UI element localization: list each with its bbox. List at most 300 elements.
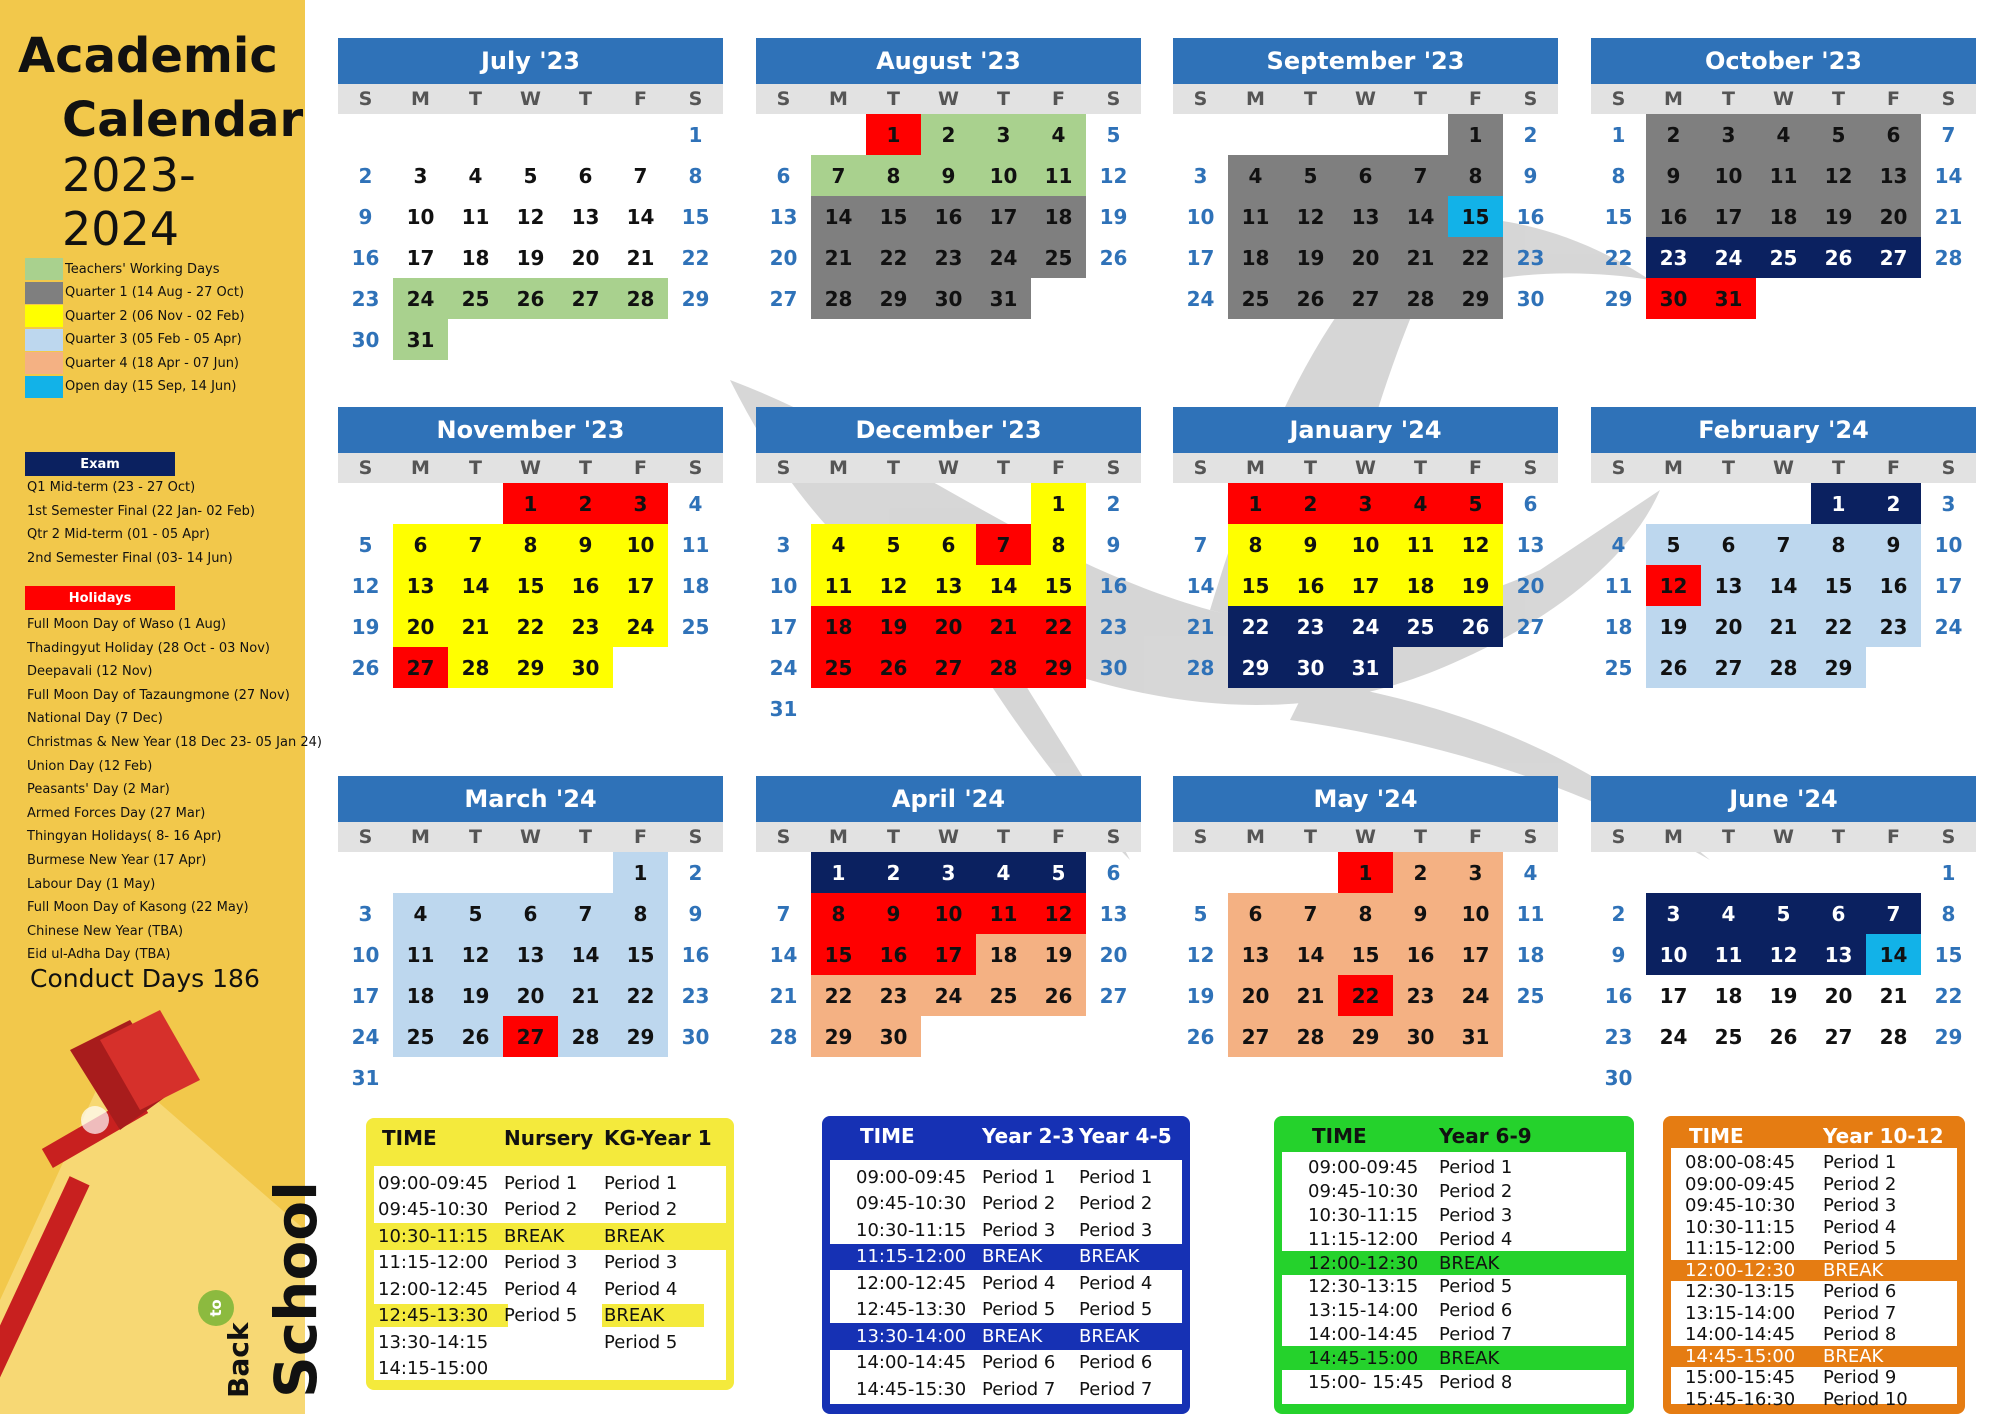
day-cell: 15 xyxy=(1934,942,1963,967)
holidays-header: Holidays xyxy=(25,586,175,610)
timetable-period: Period 3 xyxy=(982,1219,1056,1241)
weekday-label: F xyxy=(1469,88,1482,110)
day-cell: 18 xyxy=(1604,614,1633,639)
day-cell-exam: 12 xyxy=(1756,934,1811,975)
empty-cell xyxy=(393,852,448,893)
timetable-period: BREAK xyxy=(1439,1252,1500,1274)
day-cell-holiday: 20 xyxy=(921,606,976,647)
timetable-period: Period 4 xyxy=(982,1272,1056,1294)
holiday-item: Full Moon Day of Tazaungmone (27 Nov) xyxy=(27,687,290,703)
day-cell: 29 xyxy=(1934,1024,1963,1049)
day-cell-q2: 7 xyxy=(448,524,503,565)
day-cell-q1: 12 xyxy=(1811,155,1866,196)
day-cell-exam: 23 xyxy=(1646,237,1701,278)
day-grid xyxy=(1173,483,1558,688)
day-cell-q4: 15 xyxy=(1338,934,1393,975)
day-cell-holiday: 12 xyxy=(1031,893,1086,934)
day-cell: 1 xyxy=(688,122,703,147)
month-title: May '24 xyxy=(1173,776,1558,822)
day-cell-q2: 4 xyxy=(811,524,866,565)
day-cell-q2: 14 xyxy=(448,565,503,606)
day-cell-q2: 11 xyxy=(811,565,866,606)
day-cell: 22 xyxy=(681,245,710,270)
day-cell: 11 xyxy=(461,204,490,229)
weekday-label: M xyxy=(411,826,430,848)
day-cell-q3: 21 xyxy=(1756,606,1811,647)
timetable-period: Period 7 xyxy=(1079,1378,1153,1400)
day-cell-q3: 21 xyxy=(558,975,613,1016)
weekday-label: S xyxy=(1106,88,1121,110)
holiday-item: Full Moon Day of Waso (1 Aug) xyxy=(27,617,227,632)
day-cell-q1: 13 xyxy=(1338,196,1393,237)
day-cell-holiday: 30 xyxy=(1646,278,1701,319)
day-cell-working: 9 xyxy=(921,155,976,196)
day-cell: 25 xyxy=(681,614,710,639)
day-cell-q2: 10 xyxy=(613,524,668,565)
empty-cell xyxy=(1393,114,1448,155)
weekday-label: T xyxy=(579,826,592,848)
back-text: Back xyxy=(222,1322,255,1398)
timetable-row xyxy=(1671,1281,1957,1303)
day-cell: 30 xyxy=(1604,1065,1633,1090)
weekday-label: S xyxy=(776,826,791,848)
timetable-row xyxy=(830,1217,1182,1244)
day-cell: 4 xyxy=(1611,532,1626,557)
day-cell: 10 xyxy=(1186,204,1215,229)
day-cell: 25 xyxy=(1516,983,1545,1008)
empty-cell xyxy=(976,483,1031,524)
timetable-period: Period 1 xyxy=(504,1172,578,1194)
day-cell-holiday: 10 xyxy=(921,893,976,934)
timetable-period: Period 3 xyxy=(1439,1204,1513,1226)
timetable-period: BREAK xyxy=(504,1225,565,1247)
day-cell-exam: 26 xyxy=(1811,237,1866,278)
day-cell-q1: 26 xyxy=(1283,278,1338,319)
weekday-label: W xyxy=(520,826,541,848)
day-cell: 27 xyxy=(1516,614,1545,639)
day-cell-q1: 20 xyxy=(1338,237,1393,278)
weekday-label: S xyxy=(358,826,373,848)
timetable-period: Period 8 xyxy=(1823,1324,1897,1346)
weekday-label: T xyxy=(887,457,900,479)
weekday-label: S xyxy=(688,457,703,479)
timetable-column-header: Year 2-3 xyxy=(982,1124,1075,1148)
day-cell-q1: 16 xyxy=(1646,196,1701,237)
day-cell: 10 xyxy=(769,573,798,598)
day-cell-exam: 10 xyxy=(1646,934,1701,975)
month-block xyxy=(1173,407,1558,688)
weekday-label: T xyxy=(997,826,1010,848)
weekday-label: F xyxy=(1052,88,1065,110)
empty-cell xyxy=(756,483,811,524)
timetable-period: Period 1 xyxy=(1079,1166,1153,1188)
empty-cell xyxy=(393,483,448,524)
day-cell-q1: 1 xyxy=(1448,114,1503,155)
timetable-header xyxy=(822,1116,1190,1156)
day-cell-q2: 29 xyxy=(503,647,558,688)
day-cell-q1: 10 xyxy=(1701,155,1756,196)
timetable-time: 14:00-14:45 xyxy=(1308,1323,1419,1345)
day-cell-holiday: 27 xyxy=(393,647,448,688)
timetable-time: 10:30-11:15 xyxy=(378,1225,489,1247)
timetable-column-header: Year 10-12 xyxy=(1823,1124,1944,1148)
timetable-row xyxy=(1282,1370,1626,1394)
empty-cell xyxy=(613,114,668,155)
weekday-label: F xyxy=(634,88,647,110)
day-cell: 20 xyxy=(1824,983,1853,1008)
timetable-row xyxy=(830,1191,1182,1218)
day-cell-q1: 25 xyxy=(1228,278,1283,319)
empty-cell xyxy=(1173,114,1228,155)
day-cell: 20 xyxy=(769,245,798,270)
day-cell-q2: 9 xyxy=(558,524,613,565)
timetable-period: Period 5 xyxy=(1079,1299,1153,1321)
day-cell-q3: 12 xyxy=(448,934,503,975)
day-cell: 13 xyxy=(769,204,798,229)
holiday-item: Labour Day (1 May) xyxy=(27,876,156,892)
day-cell-q2: 11 xyxy=(1393,524,1448,565)
day-cell-exam: 13 xyxy=(1811,934,1866,975)
timetable-time: 13:30-14:15 xyxy=(378,1331,489,1353)
timetable-time: 12:00-12:30 xyxy=(1685,1259,1796,1281)
holiday-item: Thadingyut Holiday (28 Oct - 03 Nov) xyxy=(27,640,270,656)
day-cell: 6 xyxy=(776,163,791,188)
day-cell-holiday: 19 xyxy=(866,606,921,647)
day-cell-holiday: 21 xyxy=(976,606,1031,647)
day-cell: 17 xyxy=(1934,573,1963,598)
day-cell-q1: 7 xyxy=(1393,155,1448,196)
weekday-label: T xyxy=(469,457,482,479)
timetable-time: 12:45-13:30 xyxy=(374,1304,508,1327)
day-cell: 14 xyxy=(1186,573,1215,598)
legend-label: Open day (15 Sep, 14 Jun) xyxy=(65,379,237,394)
day-cell-q3: 16 xyxy=(1866,565,1921,606)
day-cell: 3 xyxy=(413,163,428,188)
day-cell-q1: 29 xyxy=(1448,278,1503,319)
day-cell: 22 xyxy=(1934,983,1963,1008)
empty-cell xyxy=(811,114,866,155)
month-block xyxy=(756,776,1141,1057)
timetable-period: BREAK xyxy=(1823,1259,1884,1281)
day-cell: 11 xyxy=(1604,573,1633,598)
timetable-period: BREAK xyxy=(604,1225,665,1247)
weekday-label: S xyxy=(1523,457,1538,479)
day-cell-q4: 3 xyxy=(1448,852,1503,893)
holiday-item: Thingyan Holidays( 8- 16 Apr) xyxy=(27,829,222,845)
timetable-period: Period 6 xyxy=(982,1352,1056,1374)
empty-cell xyxy=(1701,852,1756,893)
timetable-body xyxy=(374,1166,726,1380)
weekday-label: M xyxy=(1664,457,1683,479)
timetable-row xyxy=(374,1276,726,1303)
weekday-label: F xyxy=(1469,457,1482,479)
timetable-time: 15:45-16:30 xyxy=(1685,1388,1796,1410)
day-cell-q1: 19 xyxy=(1283,237,1338,278)
day-grid xyxy=(1173,852,1558,1057)
timetable-time: 13:30-14:00 xyxy=(856,1325,967,1347)
day-cell: 12 xyxy=(1186,942,1215,967)
day-cell-q3: 23 xyxy=(1866,606,1921,647)
timetable-column-header: TIME xyxy=(1689,1124,1744,1148)
timetable-header xyxy=(1274,1116,1634,1150)
empty-cell xyxy=(503,852,558,893)
timetable-row xyxy=(1282,1227,1626,1251)
day-cell-q3: 27 xyxy=(1701,647,1756,688)
day-cell-q1: 17 xyxy=(1701,196,1756,237)
day-cell: 20 xyxy=(1516,573,1545,598)
day-cell: 24 xyxy=(1659,1024,1688,1049)
day-cell-q2: 15 xyxy=(1031,565,1086,606)
day-cell-q2: 12 xyxy=(866,565,921,606)
day-cell: 13 xyxy=(1099,901,1128,926)
weekday-label: T xyxy=(1304,88,1317,110)
day-cell: 27 xyxy=(1824,1024,1853,1049)
day-cell-holiday: 4 xyxy=(1393,483,1448,524)
day-cell-exam: 11 xyxy=(1701,934,1756,975)
timetable-row xyxy=(1671,1174,1957,1196)
day-cell-q1: 23 xyxy=(921,237,976,278)
day-cell-q3: 6 xyxy=(1701,524,1756,565)
day-cell: 28 xyxy=(1934,245,1963,270)
timetable-time: 14:15-15:00 xyxy=(378,1358,489,1380)
day-cell-q2: 22 xyxy=(503,606,558,647)
day-cell-q2: 1 xyxy=(1031,483,1086,524)
month-block xyxy=(338,776,723,1098)
legend-item xyxy=(25,376,236,398)
timetable-row xyxy=(1671,1346,1957,1368)
day-cell: 23 xyxy=(681,983,710,1008)
timetable-row xyxy=(830,1297,1182,1324)
timetable-time: 10:30-11:15 xyxy=(856,1219,967,1241)
day-cell-exam: 1 xyxy=(1811,483,1866,524)
day-cell-q1: 22 xyxy=(866,237,921,278)
month-title: June '24 xyxy=(1591,776,1976,822)
day-cell-q2: 30 xyxy=(558,647,613,688)
timetable-body xyxy=(1671,1148,1957,1410)
timetable-row xyxy=(374,1329,726,1356)
day-grid xyxy=(1591,852,1976,1098)
day-grid xyxy=(756,114,1141,319)
day-cell-working: 24 xyxy=(393,278,448,319)
weekday-label: M xyxy=(829,88,848,110)
day-cell: 6 xyxy=(1523,491,1538,516)
weekday-label: F xyxy=(1887,457,1900,479)
timetable-period: Period 1 xyxy=(1439,1157,1513,1179)
timetable-year10-12 xyxy=(1663,1116,1965,1414)
legend-item xyxy=(25,258,220,280)
empty-cell xyxy=(558,114,613,155)
timetable-column-header: KG-Year 1 xyxy=(604,1126,712,1150)
holiday-item: Burmese New Year (17 Apr) xyxy=(27,853,207,868)
weekday-header xyxy=(1173,84,1558,114)
day-cell-exam: 5 xyxy=(1756,893,1811,934)
timetable-time: 11:15-12:00 xyxy=(1685,1238,1796,1260)
timetable-row xyxy=(1282,1204,1626,1228)
day-cell: 26 xyxy=(1099,245,1128,270)
timetable-time: 09:45-10:30 xyxy=(1308,1181,1419,1203)
weekday-label: M xyxy=(1246,826,1265,848)
timetable-period: Period 7 xyxy=(982,1378,1056,1400)
timetable-column-header: Nursery xyxy=(504,1126,594,1150)
day-cell-working: 26 xyxy=(503,278,558,319)
month-title: April '24 xyxy=(756,776,1141,822)
timetable-row xyxy=(830,1376,1182,1403)
day-cell: 1 xyxy=(1941,860,1956,885)
day-cell: 24 xyxy=(769,655,798,680)
weekday-header xyxy=(338,453,723,483)
month-block xyxy=(338,407,723,688)
day-cell-q1: 11 xyxy=(1228,196,1283,237)
day-cell: 2 xyxy=(1611,901,1626,926)
timetable-year2-5 xyxy=(822,1116,1190,1414)
timetable-column-header: TIME xyxy=(860,1124,915,1148)
day-cell: 23 xyxy=(351,286,380,311)
day-cell-q1: 2 xyxy=(1646,114,1701,155)
day-cell: 10 xyxy=(406,204,435,229)
day-cell: 24 xyxy=(1934,614,1963,639)
timetable-period: Period 5 xyxy=(504,1305,578,1327)
weekday-label: T xyxy=(1722,457,1735,479)
holiday-item: Armed Forces Day (27 Mar) xyxy=(27,805,206,821)
weekday-label: T xyxy=(997,457,1010,479)
month-block xyxy=(1591,407,1976,688)
weekday-label: W xyxy=(938,826,959,848)
day-cell: 9 xyxy=(688,901,703,926)
day-cell-q4: 22 xyxy=(811,975,866,1016)
day-cell-q4: 14 xyxy=(1283,934,1338,975)
day-cell-q4: 24 xyxy=(1448,975,1503,1016)
empty-cell xyxy=(1701,483,1756,524)
day-cell-q1: 24 xyxy=(976,237,1031,278)
day-cell-holiday: 22 xyxy=(1031,606,1086,647)
weekday-label: S xyxy=(688,826,703,848)
day-cell: 17 xyxy=(406,245,435,270)
timetable-column-header: Year 6-9 xyxy=(1439,1124,1532,1148)
month-title: March '24 xyxy=(338,776,723,822)
day-cell-q1: 29 xyxy=(866,278,921,319)
day-cell-q3: 6 xyxy=(503,893,558,934)
weekday-label: S xyxy=(1193,88,1208,110)
day-cell-q4: 29 xyxy=(811,1016,866,1057)
empty-cell xyxy=(1228,852,1283,893)
day-cell-q2: 23 xyxy=(558,606,613,647)
timetable-time: 14:45-15:00 xyxy=(1308,1347,1419,1369)
day-cell: 8 xyxy=(1941,901,1956,926)
timetable-period: BREAK xyxy=(1079,1246,1140,1268)
day-cell: 25 xyxy=(1714,1024,1743,1049)
day-cell-q4: 2 xyxy=(1393,852,1448,893)
empty-cell xyxy=(448,483,503,524)
day-cell-holiday: 1 xyxy=(1338,852,1393,893)
day-cell-q1: 5 xyxy=(1811,114,1866,155)
timetable-time: 14:45-15:30 xyxy=(856,1378,967,1400)
day-cell-q4: 26 xyxy=(1031,975,1086,1016)
weekday-label: M xyxy=(1664,88,1683,110)
weekday-header xyxy=(1173,453,1558,483)
day-cell-q4: 25 xyxy=(976,975,1031,1016)
day-cell: 24 xyxy=(351,1024,380,1049)
empty-cell xyxy=(503,114,558,155)
day-cell-q1: 31 xyxy=(976,278,1031,319)
day-cell: 30 xyxy=(1516,286,1545,311)
day-cell-exam: 1 xyxy=(811,852,866,893)
timetable-time: 11:15-12:00 xyxy=(1308,1228,1419,1250)
day-cell-working: 28 xyxy=(613,278,668,319)
timetable-period: BREAK xyxy=(1823,1345,1884,1367)
month-block xyxy=(756,407,1141,729)
day-cell-working: 7 xyxy=(811,155,866,196)
empty-cell xyxy=(1228,114,1283,155)
empty-cell xyxy=(1173,483,1228,524)
day-cell-exam: 23 xyxy=(1283,606,1338,647)
day-cell-exam: 24 xyxy=(1338,606,1393,647)
day-cell-q1: 15 xyxy=(866,196,921,237)
weekday-label: S xyxy=(1523,826,1538,848)
day-cell: 8 xyxy=(688,163,703,188)
day-cell-holiday: 28 xyxy=(976,647,1031,688)
timetable-row xyxy=(374,1303,726,1330)
timetable-period: Period 1 xyxy=(1823,1152,1897,1174)
day-cell-q4: 19 xyxy=(1031,934,1086,975)
day-cell-q3: 25 xyxy=(393,1016,448,1057)
day-cell-working: 10 xyxy=(976,155,1031,196)
day-cell: 5 xyxy=(1106,122,1121,147)
day-cell-q2: 20 xyxy=(393,606,448,647)
weekday-label: S xyxy=(1941,826,1956,848)
day-cell-q4: 29 xyxy=(1338,1016,1393,1057)
day-cell: 20 xyxy=(1099,942,1128,967)
day-cell: 2 xyxy=(358,163,373,188)
day-cell: 6 xyxy=(578,163,593,188)
day-cell-exam: 3 xyxy=(1646,893,1701,934)
conduct-days: Conduct Days 186 xyxy=(30,964,260,993)
timetable-row xyxy=(374,1223,726,1250)
day-cell: 21 xyxy=(1879,983,1908,1008)
weekday-label: M xyxy=(829,826,848,848)
day-cell: 23 xyxy=(1099,614,1128,639)
weekday-label: T xyxy=(1304,457,1317,479)
day-cell-q2: 15 xyxy=(503,565,558,606)
day-cell-exam: 27 xyxy=(1866,237,1921,278)
day-cell-q3: 26 xyxy=(448,1016,503,1057)
day-cell-holiday: 27 xyxy=(921,647,976,688)
day-cell: 18 xyxy=(1714,983,1743,1008)
day-cell: 25 xyxy=(1604,655,1633,680)
day-cell-holiday: 7 xyxy=(976,524,1031,565)
exam-item: 2nd Semester Final (03- 14 Jun) xyxy=(27,550,233,566)
weekday-label: S xyxy=(1106,457,1121,479)
timetable-period: Period 4 xyxy=(1823,1216,1897,1238)
day-cell: 21 xyxy=(1934,204,1963,229)
month-block xyxy=(1591,38,1976,319)
timetable-row xyxy=(1282,1323,1626,1347)
timetable-period: Period 5 xyxy=(1439,1276,1513,1298)
day-cell-q4: 30 xyxy=(1393,1016,1448,1057)
timetable-row xyxy=(1282,1299,1626,1323)
day-grid xyxy=(756,852,1141,1057)
day-cell-q2: 14 xyxy=(976,565,1031,606)
holiday-item: Chinese New Year (TBA) xyxy=(27,923,184,939)
month-block xyxy=(338,38,723,360)
empty-cell xyxy=(1866,852,1921,893)
day-cell-q4: 6 xyxy=(1228,893,1283,934)
day-cell: 19 xyxy=(1099,204,1128,229)
timetable-time: 12:00-12:30 xyxy=(1308,1252,1419,1274)
weekday-header xyxy=(338,84,723,114)
timetable-row xyxy=(1671,1238,1957,1260)
exam-item: 1st Semester Final (22 Jan- 02 Feb) xyxy=(27,503,255,519)
timetable-row xyxy=(1282,1346,1626,1370)
